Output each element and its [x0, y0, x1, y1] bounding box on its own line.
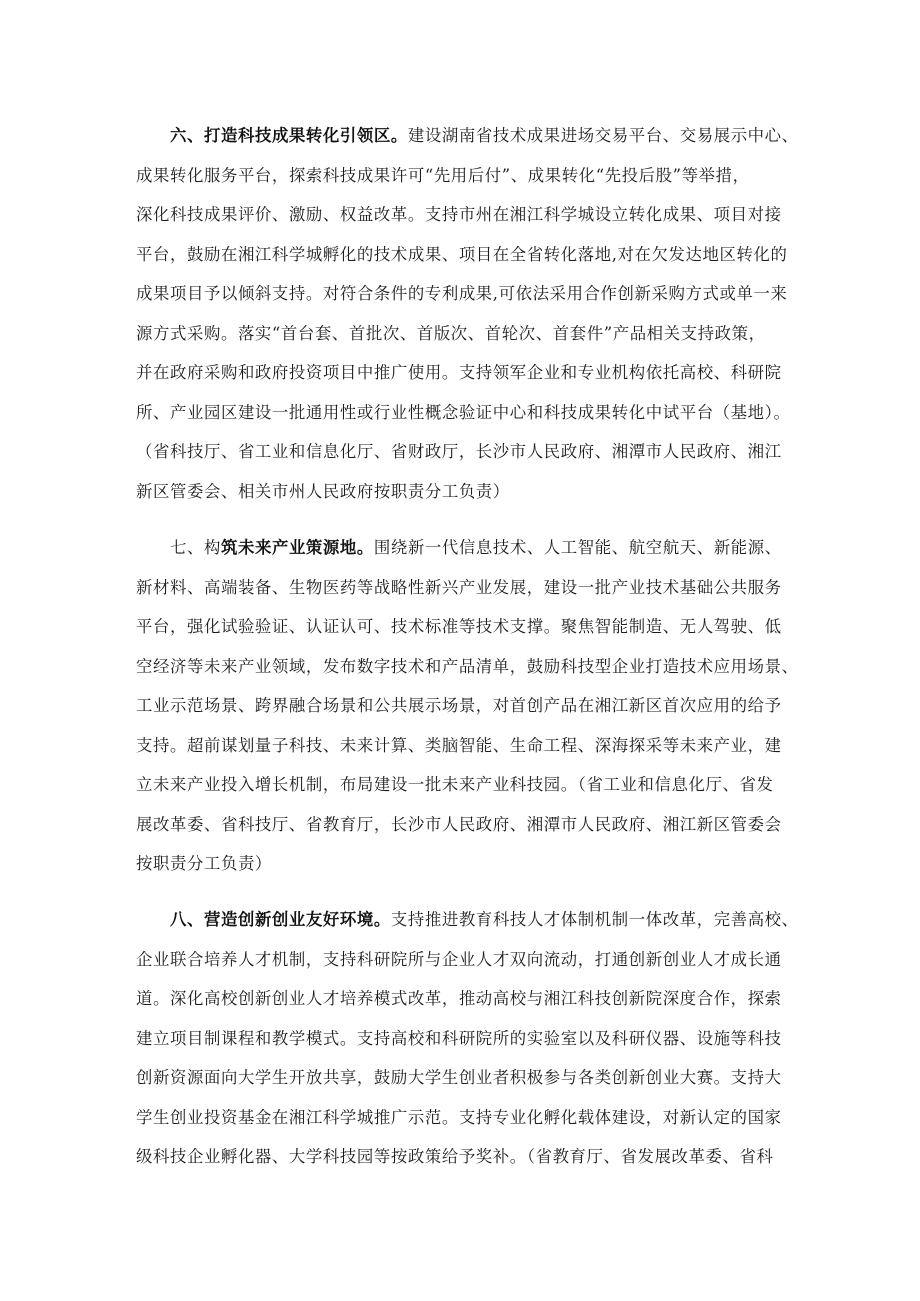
text-line: 展改革委、省科技厅、省教育厅，长沙市人民政府、湘潭市人民政府、湘江新区管委会	[136, 814, 782, 834]
text-line: 平台，强化试验验证、认证认可、技术标准等技术支撑。聚焦智能制造、无人驾驶、低	[136, 617, 782, 636]
text-line: 级科技企业孵化器、大学科技园等按政策给予奖补。（省教育厅、省发展改革委、省科	[136, 1147, 774, 1166]
text-line: 深化科技成果评价、激励、权益改革。支持市州在湘江科学城设立转化成果、项目对接	[136, 205, 782, 224]
text-line: 成果项目予以倾斜支持。对符合条件的专利成果,可依法采用合作创新采购方式或单一来	[136, 284, 788, 303]
text-line: 创新资源面向大学生开放共享，鼓励大学生创业者积极参与各类创新创业大赛。支持大	[136, 1068, 782, 1087]
section-text: 支持推进教育科技人才体制机制一体改革，完善高校、	[390, 910, 799, 929]
text-line: 企业联合培养人才机制，支持科研院所与企业人才双向流动，打通创新创业人才成长通	[136, 949, 782, 969]
text-line: 所、产业园区建设一批通用性或行业性概念验证中心和科技成果转化中试平台（基地）。	[136, 402, 791, 422]
text-line: （省科技厅、省工业和信息化厅、省财政厅，长沙市人民政府、湘潭市人民政府、湘江	[136, 442, 782, 461]
section-heading-line	[170, 536, 782, 560]
text-line: 平台，鼓励在湘江科学城孵化的技术成果、项目在全省转化落地,对在欠发达地区转化的	[136, 244, 788, 264]
section-heading-line	[170, 908, 799, 932]
text-line: 新区管委会、相关市州人民政府按职责分工负责）	[136, 481, 510, 501]
section-title: 打造科技成果转化引领区。	[203, 126, 408, 145]
text-line: 工业示范场景、跨界融合场景和公共展示场景，对首创产品在湘江新区首次应用的给予	[136, 696, 782, 715]
text-line: 空经济等未来产业领域，发布数字技术和产品清单，鼓励科技型企业打造技术应用场景、	[136, 656, 799, 676]
text-line: 按职责分工负责）	[136, 854, 272, 873]
text-line: 立未来产业投入增长机制，布局建设一批未来产业科技园。（省工业和信息化厅、省发	[136, 775, 774, 794]
section-number: 六、	[170, 126, 204, 145]
section-heading-line	[170, 124, 799, 148]
section-title: 筑未来产业策源地。	[220, 538, 374, 557]
section-title: 营造创新创业友好环境。	[203, 910, 391, 929]
section-text: 建设湖南省技术成果进场交易平台、交易展示中心、	[407, 126, 799, 145]
text-line: 并在政府采购和政府投资项目中推广使用。支持领军企业和专业机构依托高校、科研院	[136, 363, 782, 382]
text-line: 成果转化服务平台，探索科技成果许可“先用后付”、成果转化“先投后股”等举措，	[136, 165, 750, 185]
text-line: 道。深化高校创新创业人才培养模式改革，推动高校与湘江科技创新院深度合作，探索	[136, 989, 782, 1008]
text-line: 新材料、高端装备、生物医药等战略性新兴产业发展，建设一批产业技术基础公共服务	[136, 577, 782, 597]
section-number: 七、构	[170, 538, 221, 557]
text-line: 建立项目制课程和教学模式。支持高校和科研院所的实验室以及科研仪器、设施等科技	[136, 1028, 782, 1048]
text-line: 源方式采购。落实“首台套、首批次、首版次、首轮次、首套件”产品相关支持政策，	[136, 323, 766, 343]
section-number: 八、	[170, 910, 204, 929]
text-line: 支持。超前谋划量子科技、未来计算、类脑智能、生命工程、深海探采等未来产业，建	[136, 735, 782, 755]
text-line: 学生创业投资基金在湘江科学城推广示范。支持专业化孵化载体建设，对新认定的国家	[136, 1107, 782, 1127]
section-text: 围绕新一代信息技术、人工智能、航空航天、新能源、	[373, 538, 782, 557]
